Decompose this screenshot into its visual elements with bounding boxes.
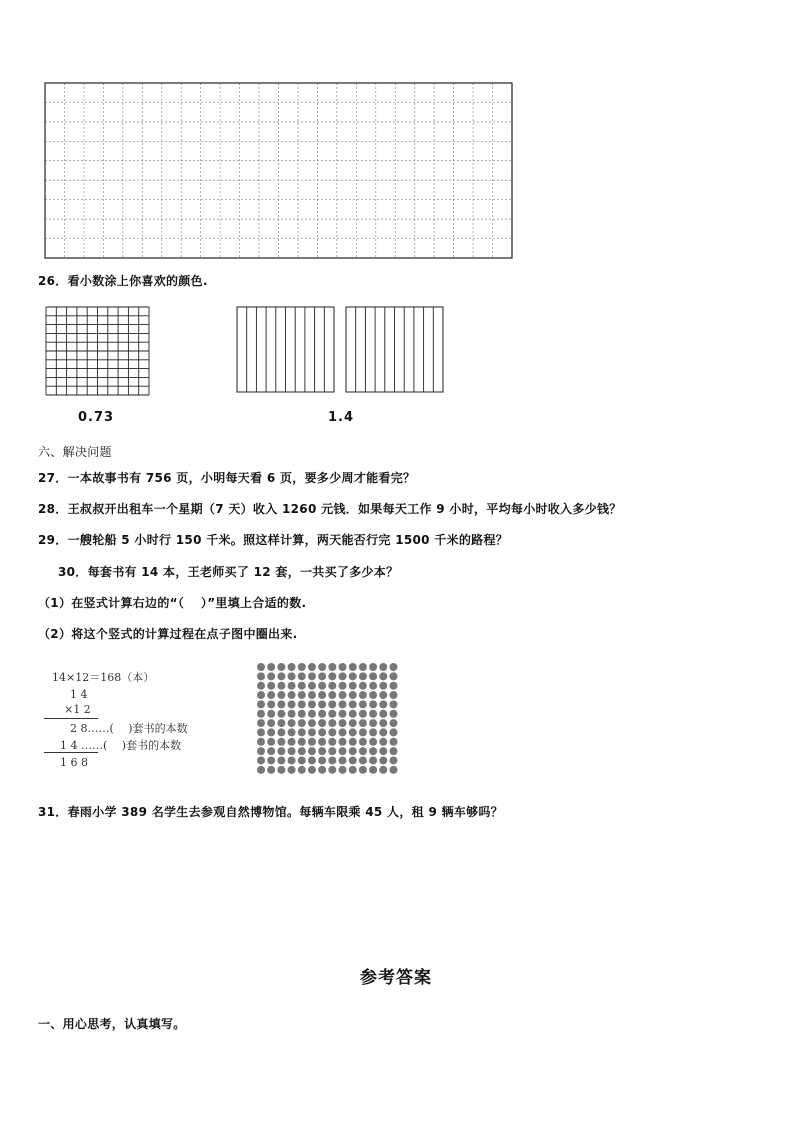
dot [298,766,306,774]
dot [339,766,347,774]
question-31: 31．春雨小学 389 名学生去参观自然博物馆。每辆车限乘 45 人，租 9 辆车够吗？ [38,805,504,819]
dot [328,663,336,671]
dot [369,663,377,671]
dot [298,728,306,736]
dot [298,691,306,699]
dot [328,719,336,727]
dot [359,710,367,718]
dot [389,663,397,671]
dot [308,663,316,671]
question-30: 30．每套书有 14 本，王老师买了 12 套，一共买了多少本？ [58,565,399,579]
dot [318,663,326,671]
dot [277,766,285,774]
dot [288,663,296,671]
dot [298,672,306,680]
dot [318,747,326,755]
dot [257,738,265,746]
dot [328,710,336,718]
dot [339,719,347,727]
dot [288,691,296,699]
dot [298,747,306,755]
answers-title: 参考答案 [360,968,432,988]
dot [288,700,296,708]
dot [277,672,285,680]
dot [369,747,377,755]
dot [277,710,285,718]
dot [257,756,265,764]
dot [328,766,336,774]
dot [339,672,347,680]
dot [339,691,347,699]
dot [298,700,306,708]
dot [308,756,316,764]
dot [257,710,265,718]
question-27: 27．一本故事书有 756 页，小明每天看 6 页，要多少周才能看完？ [38,471,416,485]
dot [298,719,306,727]
dot [349,747,357,755]
calc-line-1: 1 4 [70,688,88,701]
dot [349,710,357,718]
dot [379,672,387,680]
dot [389,691,397,699]
dot [359,766,367,774]
dot [257,672,265,680]
dot [267,719,275,727]
dot [349,719,357,727]
dot [267,691,275,699]
dot [267,728,275,736]
dot [277,719,285,727]
dot [328,700,336,708]
dot [369,756,377,764]
dot [339,738,347,746]
dot [277,663,285,671]
dot [339,700,347,708]
dot [298,663,306,671]
dot [257,682,265,690]
dot [359,738,367,746]
dot [288,766,296,774]
dot [379,710,387,718]
question-26: 26．看小数涂上你喜欢的颜色. [38,274,208,288]
dot [379,747,387,755]
dot [369,710,377,718]
dot [318,728,326,736]
dot [288,710,296,718]
dot [379,691,387,699]
dot [349,700,357,708]
dot [379,682,387,690]
dot [318,691,326,699]
dot [349,672,357,680]
dot [277,747,285,755]
dot [277,700,285,708]
dot [267,747,275,755]
dot [308,682,316,690]
dot [318,710,326,718]
dot [359,728,367,736]
dot [257,700,265,708]
dot [298,738,306,746]
dot [328,728,336,736]
dot [389,738,397,746]
dot [389,672,397,680]
dot [328,682,336,690]
answers-section-1: 一、用心思考，认真填写。 [38,1017,186,1031]
dot [318,738,326,746]
dot [328,756,336,764]
question-28: 28．王叔叔开出租车一个星期（7 天）收入 1260 元钱．如果每天工作 9 小时，平均每小时收入多少钱？ [38,502,622,516]
dot [288,672,296,680]
dot [308,719,316,727]
dot [288,738,296,746]
dot [349,682,357,690]
dot [267,756,275,764]
decimal-label-073: 0.73 [78,410,115,425]
dot [389,710,397,718]
calc-rule-1 [44,718,98,719]
dot [308,691,316,699]
dot [308,766,316,774]
dot [339,747,347,755]
tenth-strip-2 [345,306,445,394]
tenth-strip-1 [236,306,336,394]
hundred-grid [45,306,150,396]
dot [257,663,265,671]
dot [349,691,357,699]
dot [379,719,387,727]
dot [277,728,285,736]
dot [277,756,285,764]
dot [308,728,316,736]
dot [318,719,326,727]
dot [318,756,326,764]
dot [339,710,347,718]
dot [369,672,377,680]
dot [267,663,275,671]
dot [308,747,316,755]
dot [349,766,357,774]
dot [298,710,306,718]
calc-rule-2 [44,752,98,753]
dot [277,691,285,699]
dot [308,738,316,746]
dot [328,747,336,755]
dot [389,682,397,690]
dot [379,738,387,746]
dot [328,738,336,746]
decimal-label-14: 1.4 [328,410,355,425]
dot [298,682,306,690]
dot [369,719,377,727]
dot [267,766,275,774]
dot [389,728,397,736]
dot [359,663,367,671]
dot [359,719,367,727]
calc-equation: 14×12＝168（本） [52,671,155,684]
dot [349,756,357,764]
dot [257,747,265,755]
dot [349,738,357,746]
dot [257,691,265,699]
dot [369,691,377,699]
dot [267,700,275,708]
dot [389,719,397,727]
dot [339,663,347,671]
dot [359,747,367,755]
dot [308,710,316,718]
calc-line-3: 2 8……( )套书的本数 [70,722,188,735]
section-6-title: 六、解决问题 [38,445,112,459]
dot [318,682,326,690]
dot [379,700,387,708]
dot [369,700,377,708]
dot [389,756,397,764]
calc-line-4: 1 4 ……( )套书的本数 [60,739,182,752]
dot [298,756,306,764]
dot [369,738,377,746]
dot [369,728,377,736]
calc-result: 1 6 8 [60,756,88,769]
dot [389,700,397,708]
dot [288,682,296,690]
dot [257,719,265,727]
dot [339,728,347,736]
dot [277,682,285,690]
dot [318,700,326,708]
dot [369,766,377,774]
dot [379,663,387,671]
dot [288,756,296,764]
dot [267,672,275,680]
dot [349,663,357,671]
dot [328,672,336,680]
question-30-sub2: （2）将这个竖式的计算过程在点子图中圈出来. [38,627,298,641]
dot [288,719,296,727]
dot [318,672,326,680]
dot [277,738,285,746]
dot [267,710,275,718]
dot [328,691,336,699]
question-29: 29．一艘轮船 5 小时行 150 千米。照这样计算，两天能否行完 1500 千米的路程？ [38,533,509,547]
dot [308,672,316,680]
dot [389,766,397,774]
dot [308,700,316,708]
dot [339,756,347,764]
dot [359,756,367,764]
dot [257,728,265,736]
question-30-sub1: （1）在竖式计算右边的“（ ）”里填上合适的数. [38,596,307,610]
dot [359,682,367,690]
dot [379,756,387,764]
dot [359,700,367,708]
dot [349,728,357,736]
dot [359,691,367,699]
dot [379,728,387,736]
dot [379,766,387,774]
dot [369,682,377,690]
dotted-grid-box [44,82,514,260]
dot [288,747,296,755]
dot [267,682,275,690]
dot [318,766,326,774]
calc-line-2: ×1 2 [64,703,91,716]
dot [359,672,367,680]
dot [389,747,397,755]
dot [267,738,275,746]
dot [339,682,347,690]
dot [288,728,296,736]
dot [257,766,265,774]
dot-array [256,662,404,780]
